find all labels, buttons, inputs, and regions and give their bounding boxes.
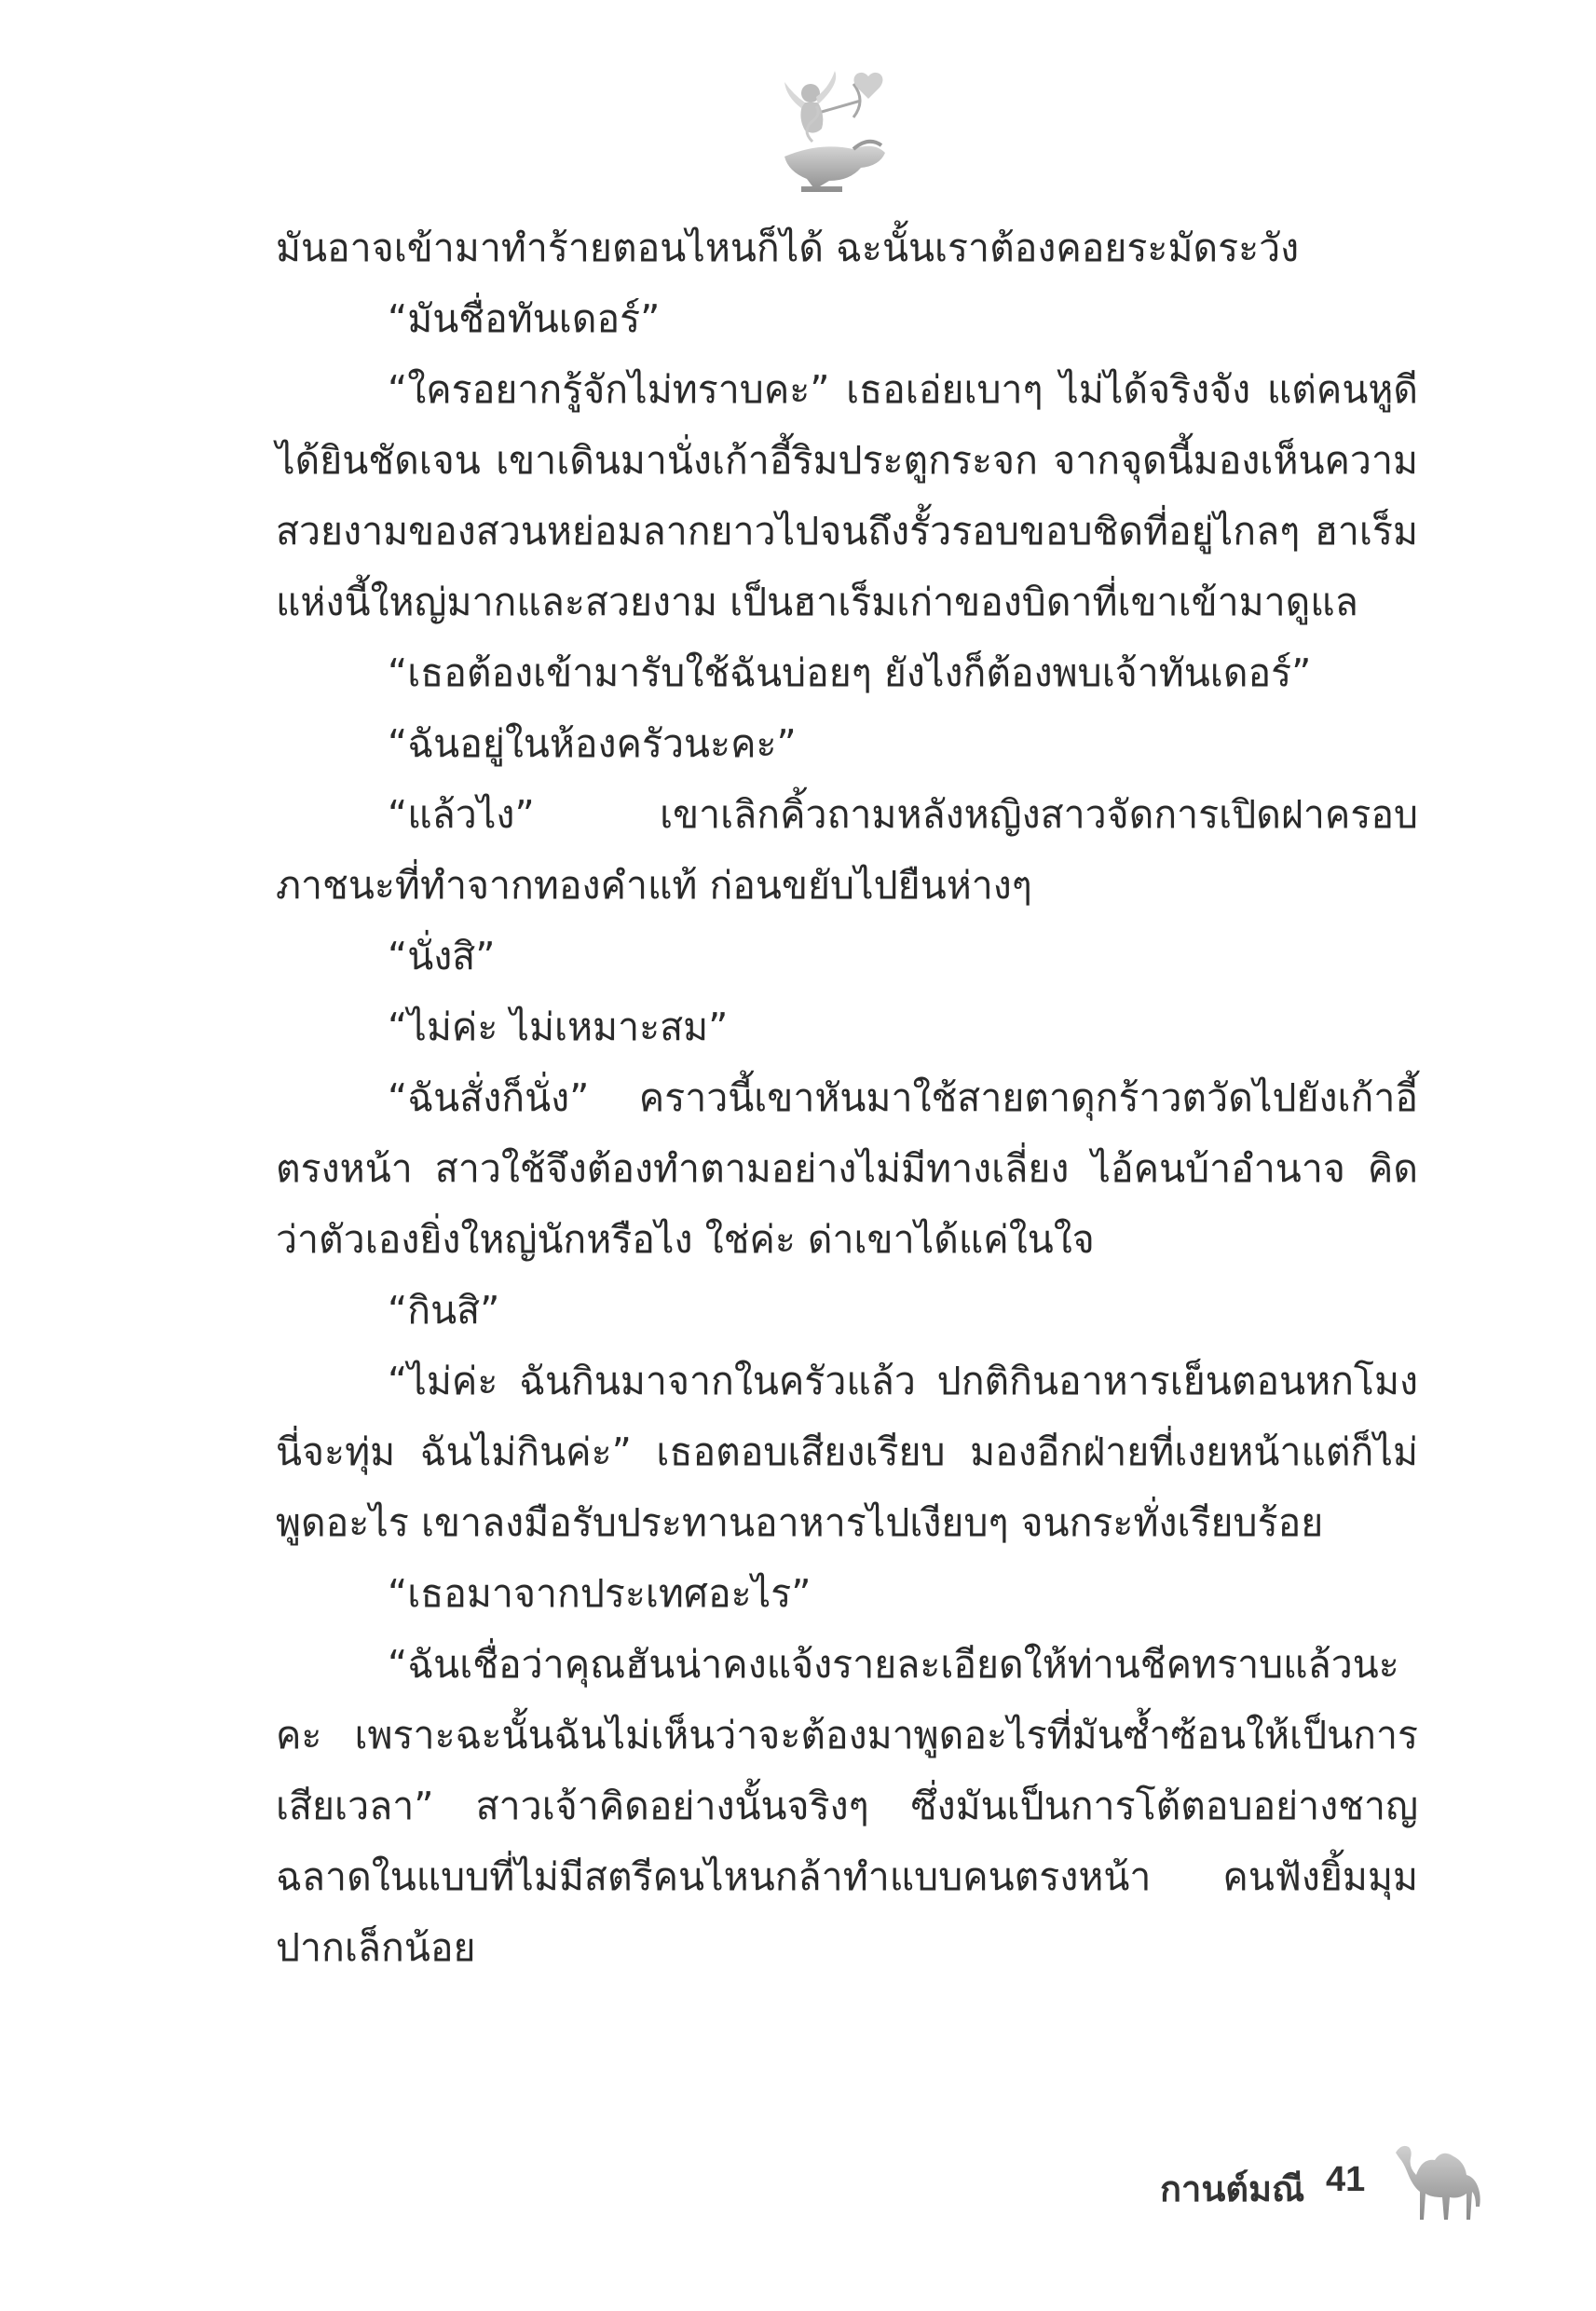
paragraph: “ไม่ค่ะ ไม่เหมาะสม” — [388, 1005, 729, 1049]
page-number: 41 — [1326, 2160, 1366, 2199]
page-footer — [1160, 2134, 1495, 2236]
paragraph: “ฉันอยู่ในห้องครัวนะคะ” — [388, 721, 797, 766]
paragraph: “ใครอยากรู้จักไม่ทราบคะ” เธอเอ่ยเบาๆ ไม่ได้จริงจัง แต่คนหูดีได้ยินชัดเจน เขาเดินมานั่งเก้าอี้ริมประตูกระจก จากจุดนี้มองเห็นความสวยงามของสวนหย่อมลากยาวไปจนถึงรั้วรอบขอบชิดที่อยู่ไกลๆ ฮาเร็มแห่งนี้ใหญ่มากและสวยงาม เป็นฮาเร็มเก่าของบิดาที่เขาเข้ามาดูแล — [276, 367, 1418, 624]
paragraph: “ฉันสั่งก็นั่ง” คราวนี้เขาหันมาใช้สายตาดุกร้าวตวัดไปยังเก้าอี้ตรงหน้า สาวใช้จึงต้องทำตามอย่างไม่มีทางเลี่ยง ไอ้คนบ้าอำนาจ คิดว่าตัวเองยิ่งใหญ่นักหรือไง ใช่ค่ะ ด่าเขาได้แค่ในใจ — [276, 1075, 1418, 1262]
paragraph: “มันชื่อทันเดอร์” — [388, 296, 661, 341]
paragraph: มันอาจเข้ามาทำร้ายตอนไหนก็ได้ ฉะนั้นเราต้องคอยระมัดระวัง — [276, 226, 1300, 270]
author-name: กานต์มณี — [1160, 2168, 1305, 2209]
cupid-teapot-icon — [764, 56, 904, 196]
paragraph: “ฉันเชื่อว่าคุณฮันน่าคงแจ้งรายละเอียดให้ท่านชีคทราบแล้วนะคะ เพราะฉะนั้นฉันไม่เห็นว่าจะต้องมาพูดอะไรที่มันซ้ำซ้อนให้เป็นการเสียเวลา” สาวเจ้าคิดอย่างนั้นจริงๆ ซึ่งมันเป็นการโต้ตอบอย่างชาญฉลาดในแบบที่ไม่มีสตรีคนไหนกล้าทำแบบคนตรงหน้า คนฟังยิ้มมุมปากเล็กน้อย — [276, 1642, 1418, 1970]
paragraph: “ไม่ค่ะ ฉันกินมาจากในครัวแล้ว ปกติกินอาหารเย็นตอนหกโมงนี่จะทุ่ม ฉันไม่กินค่ะ” เธอตอบเสียงเรียบ มองอีกฝ่ายที่เงยหน้าแต่ก็ไม่พูดอะไร เขาลงมือรับประทานอาหารไปเงียบๆ จนกระทั่งเรียบร้อย — [276, 1359, 1418, 1545]
body-text — [276, 212, 1418, 1983]
paragraph: “เธอมาจากประเทศอะไร” — [388, 1571, 812, 1616]
camel-icon — [1388, 2134, 1491, 2227]
paragraph: “กินสิ” — [388, 1288, 500, 1333]
paragraph: “แล้วไง” เขาเลิกคิ้วถามหลังหญิงสาวจัดการเปิดฝาครอบภาชนะที่ทำจากทองคำแท้ ก่อนขยับไปยืนห่างๆ — [276, 792, 1418, 908]
paragraph: “นั่งสิ” — [388, 934, 496, 978]
paragraph: “เธอต้องเข้ามารับใช้ฉันบ่อยๆ ยังไงก็ต้องพบเจ้าทันเดอร์” — [388, 650, 1312, 695]
